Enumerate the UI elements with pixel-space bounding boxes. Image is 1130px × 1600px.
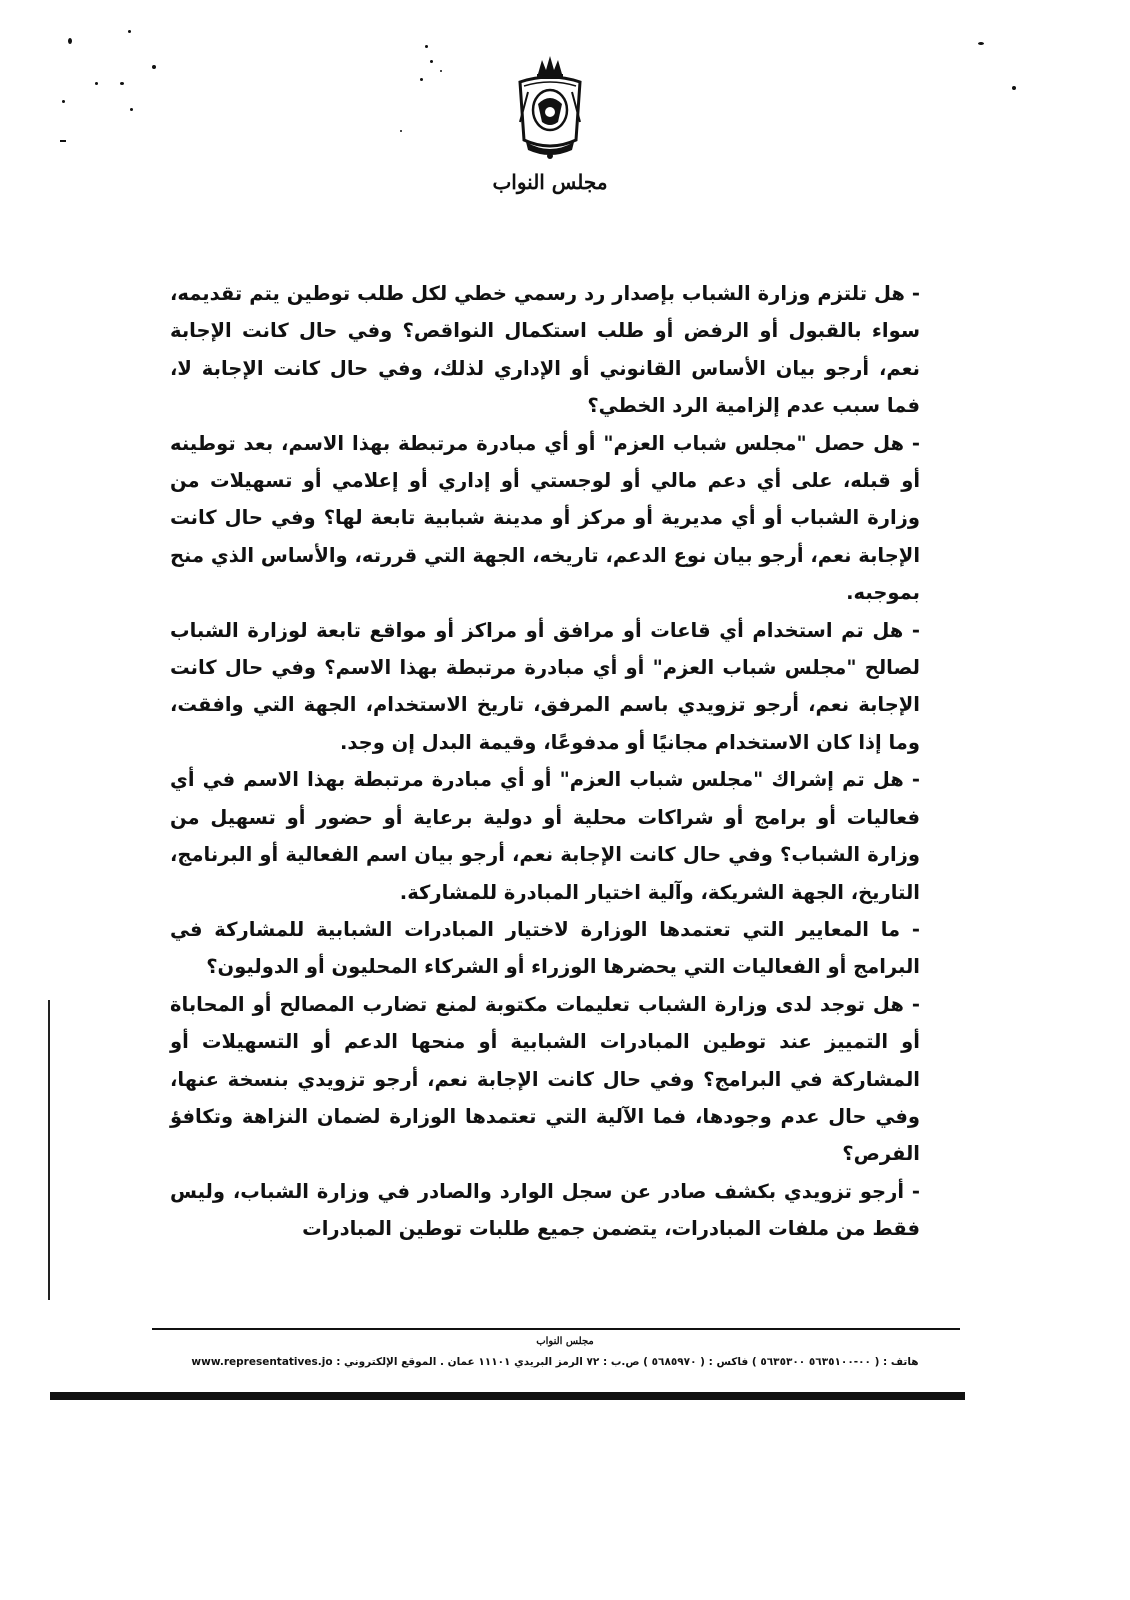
letter-body	[170, 275, 920, 1248]
scan-margin-line	[48, 1000, 50, 1300]
footer-bar	[50, 1392, 965, 1400]
question-paragraph: - هل تلتزم وزارة الشباب بإصدار رد رسمي خطي لكل طلب توطين يتم تقديمه، سواء بالقبول أو الرفض أو طلب استكمال النواقص؟ وفي حال كانت الإجابة نعم، أرجو بيان الأساس القانوني أو الإداري لذلك، وفي حال كانت الإجابة لا، فما سبب عدم إلزامية الرد الخطي؟	[170, 282, 920, 418]
question-paragraph: - هل حصل "مجلس شباب العزم" أو أي مبادرة مرتبطة بهذا الاسم، بعد توطينه أو قبله، على أي دعم مالي أو لوجستي أو إداري أو إعلامي أو تسهيلات من وزارة الشباب أو أي مديرية أو مركز أو مدينة شبابية تابعة لها؟ وفي حال كانت الإجابة نعم، أرجو بيان نوع الدعم، تاريخه، الجهة التي قررته، والأساس الذي منح بموجبه.	[170, 431, 920, 605]
question-paragraph: - هل توجد لدى وزارة الشباب تعليمات مكتوبة لمنع تضارب المصالح أو المحاباة أو التمييز عند توطين المبادرات الشبابية أو منحها الدعم أو التسهيلات أو المشاركة في البرامج؟ وفي حال كانت الإجابة نعم، أرجو تزويدي بنسخة عنها، وفي حال عدم وجودها، فما الآلية التي تعتمدها الوزارة لضمان النزاهة وتكافؤ الفرص؟	[170, 992, 920, 1166]
question-paragraph: - هل تم استخدام أي قاعات أو مرافق أو مراكز أو مواقع تابعة لوزارة الشباب لصالح "مجلس شباب العزم" أو أي مبادرة مرتبطة بهذا الاسم؟ وفي حال كانت الإجابة نعم، أرجو تزويدي باسم المرفق، تاريخ الاستخدام، الجهة التي وافقت، وما إذا كان الاستخدام مجانيًا أو مدفوعًا، وقيمة البدل إن وجد.	[170, 618, 920, 754]
jordan-coat-of-arms-icon	[510, 52, 590, 162]
footer-divider	[152, 1328, 960, 1330]
letterhead	[0, 40, 1130, 210]
question-paragraph: - ما المعايير التي تعتمدها الوزارة لاختيار المبادرات الشبابية للمشاركة في البرامج أو الفعاليات التي يحضرها الوزراء أو الشركاء المحليون أو الدوليون؟	[170, 917, 920, 979]
council-name: مجلس النواب	[492, 170, 608, 194]
footer-contact-info: هاتف : ( ٠٠-٥٦٣٥١٠٠ ٥٦٣٥٣٠٠ ) فاكس : ( ٥٦٨٥٩٧٠ ) ص.ب : ٧٢ الرمز البريدي ١١١٠١ عمان . الموقع الإلكتروني : www.representatives.jo	[191, 1356, 919, 1368]
footer-council-name: مجلس النواب	[536, 1336, 594, 1347]
question-paragraph: - هل تم إشراك "مجلس شباب العزم" أو أي مبادرة مرتبطة بهذا الاسم في أي فعاليات أو برامج أو شراكات محلية أو دولية برعاية أو حضور أو تسهيل من وزارة الشباب؟ وفي حال كانت الإجابة نعم، أرجو بيان اسم الفعالية أو البرنامج، التاريخ، الجهة الشريكة، وآلية اختيار المبادرة للمشاركة.	[170, 768, 920, 904]
question-paragraph: - أرجو تزويدي بكشف صادر عن سجل الوارد والصادر في وزارة الشباب، وليس فقط من ملفات المبادرات، يتضمن جميع طلبات توطين المبادرات	[170, 1179, 920, 1241]
